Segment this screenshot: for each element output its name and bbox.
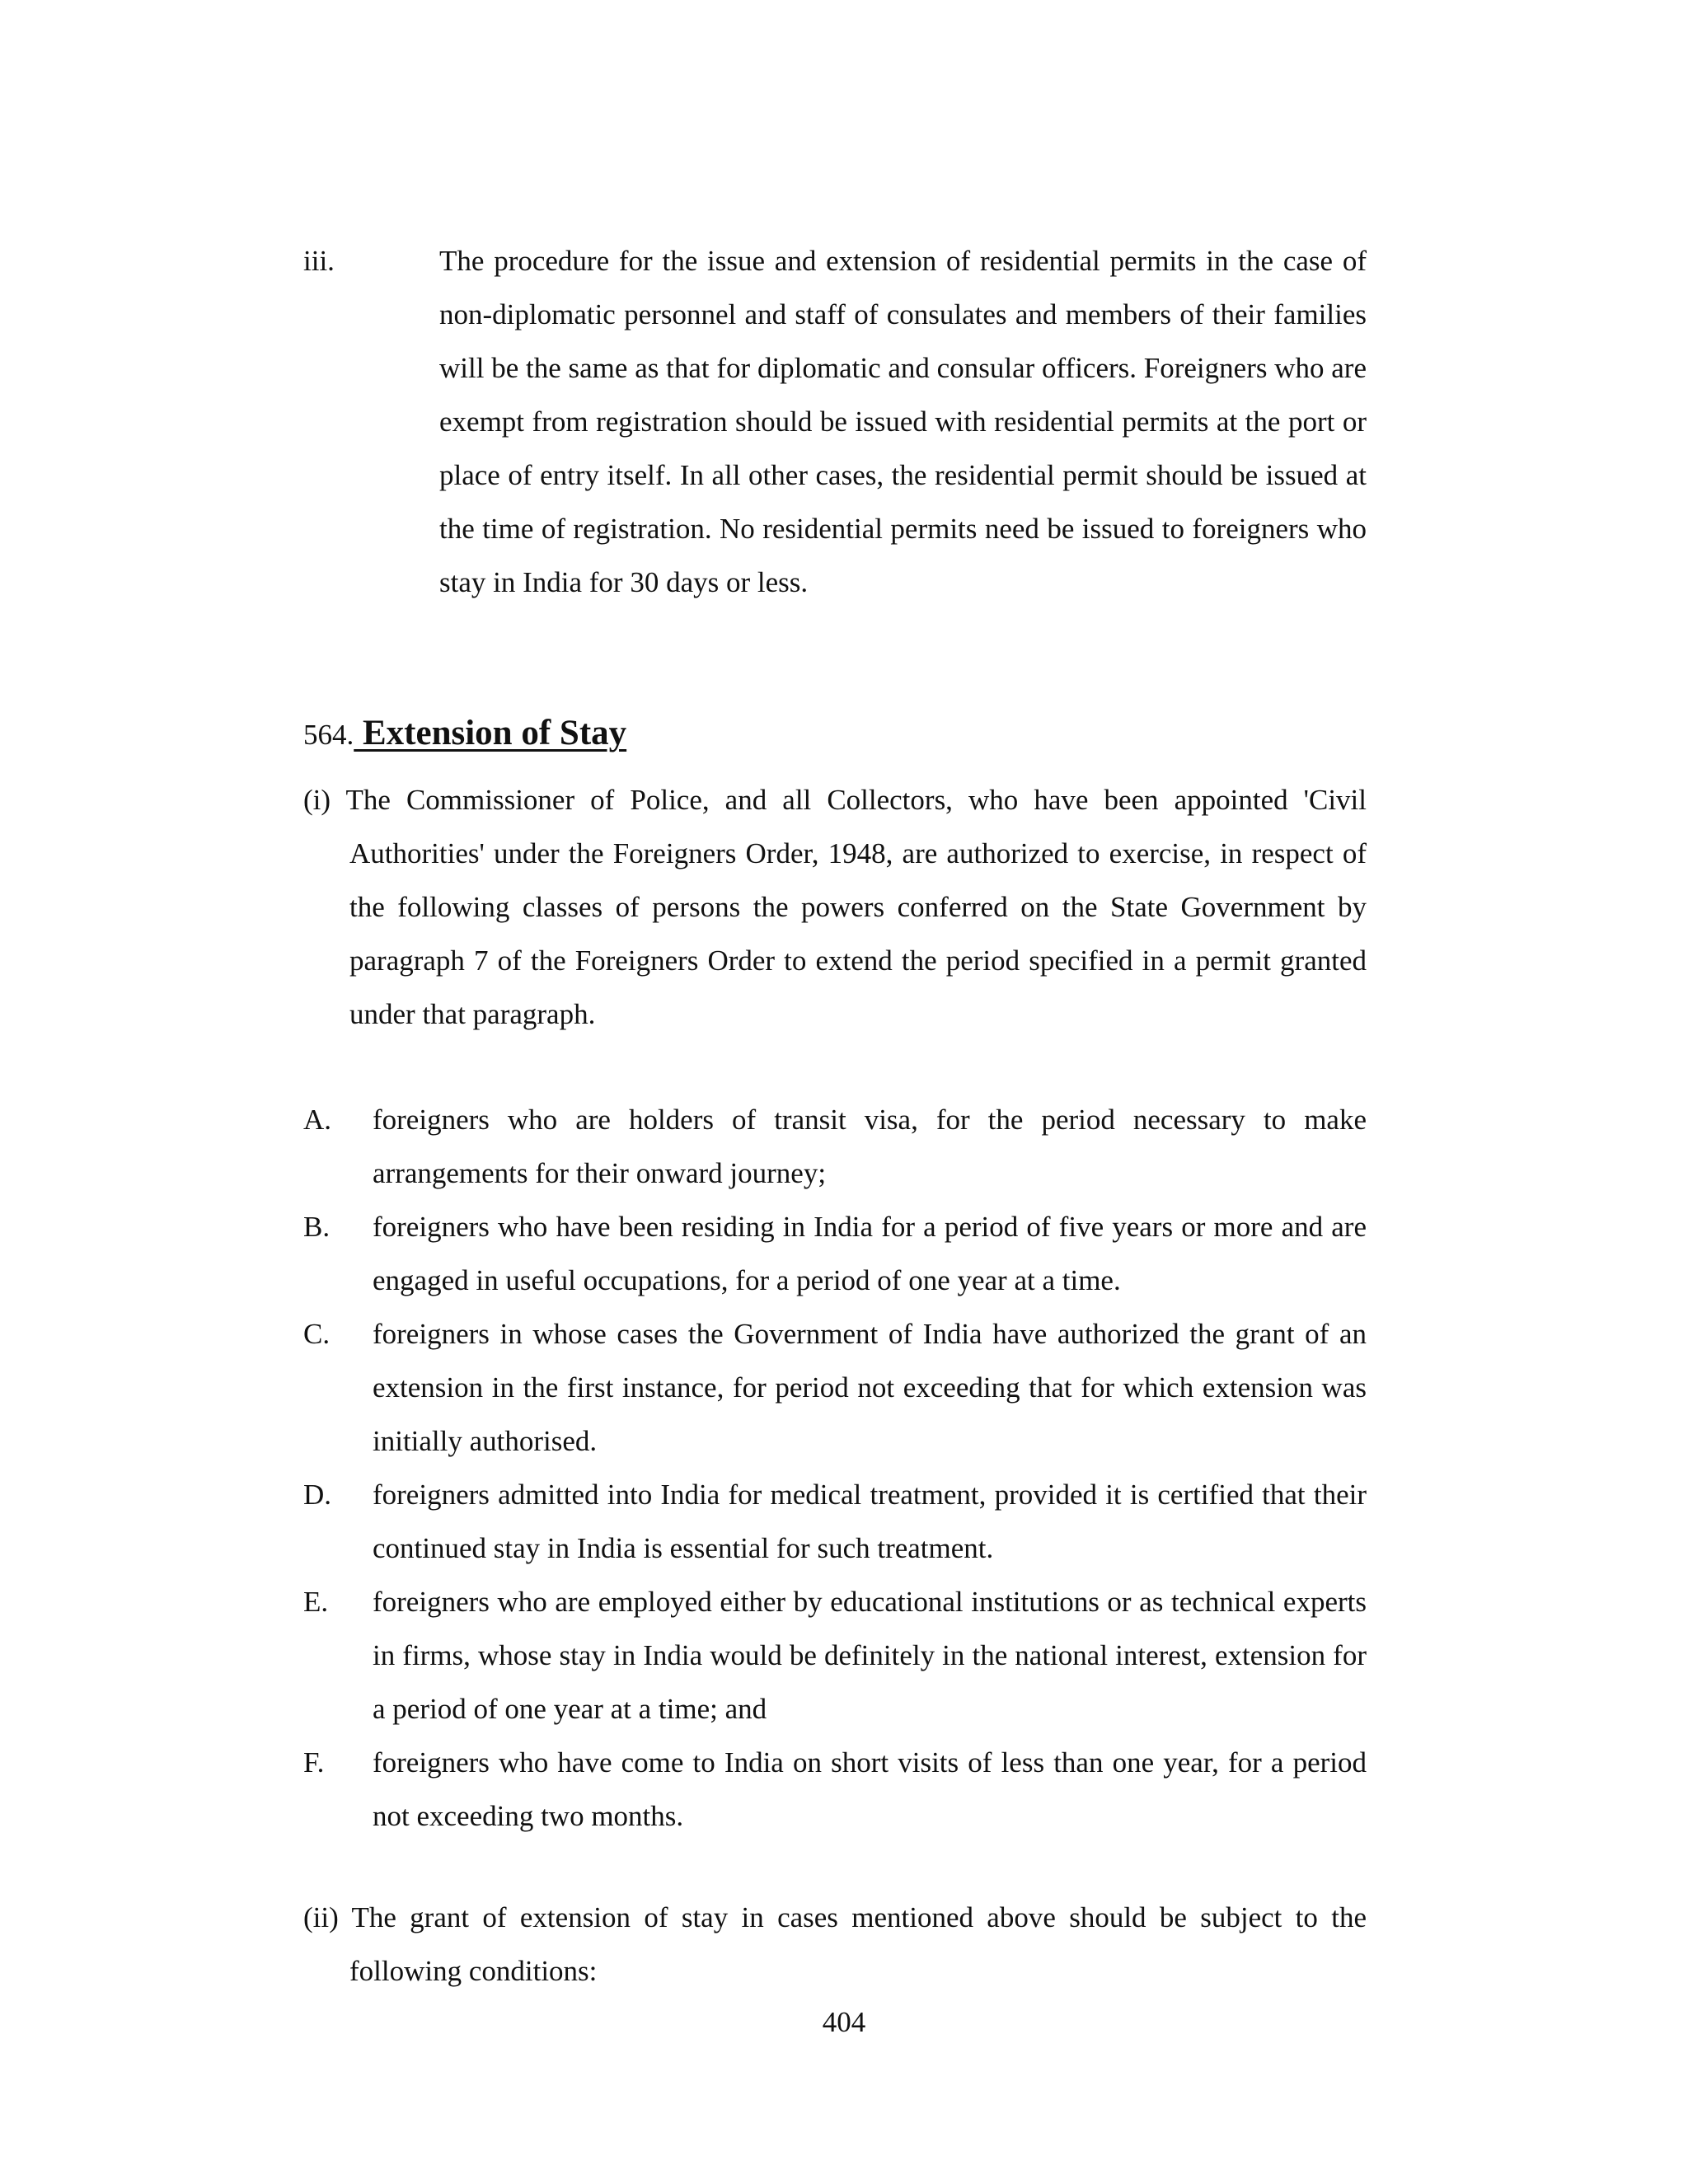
list-marker: D. (303, 1479, 332, 1511)
list-item (303, 1468, 1367, 1575)
list-item-iii (303, 234, 1367, 609)
list-item (303, 1093, 1367, 1200)
list-item-text: foreigners in whose cases the Government of India have authorized the grant of an extension in the first instance, for period not exceeding that for which extension was initially authorised. (373, 1318, 1367, 1457)
section-number: 564. (303, 719, 354, 751)
list-item-text: foreigners who are holders of transit visa, for the period necessary to make arrangements for their onward journey; (373, 1104, 1367, 1189)
list-marker: F. (303, 1746, 325, 1779)
paragraph-ii: (ii) The grant of extension of stay in cases mentioned above should be subject to the following conditions: (303, 1901, 1367, 1987)
list-item-text: foreigners who have been residing in India for a period of five years or more and are engaged in useful occupations, for a period of one year at a time. (373, 1211, 1367, 1296)
section-title: Extension of Stay (363, 714, 627, 752)
list-item (303, 1200, 1367, 1307)
list-item (303, 1575, 1367, 1736)
list-item (303, 1736, 1367, 1843)
list-marker: E. (303, 1586, 329, 1618)
list-item-text: The procedure for the issue and extension of residential permits in the case of non-diplomatic personnel and staff of consulates and members of their families will be the same as that for diplomatic and consular officers. Foreigners who are exempt from registration should be issued with residential permits at the port or place of entry itself. In all other cases, the residential permit should be issued at the time of registration. No residential permits need be issued to foreigners who stay in India for 30 days or less. (439, 245, 1367, 598)
list-item-text: foreigners admitted into India for medical treatment, provided it is certified that their continued stay in India is essential for such treatment. (373, 1479, 1367, 1564)
list-item-text: foreigners who are employed either by educational institutions or as technical experts in firms, whose stay in India would be definitely in the national interest, extension for a period of one year at a time; and (373, 1586, 1367, 1725)
page-number: 404 (822, 2006, 866, 2038)
lettered-list (303, 1093, 1367, 1843)
list-marker: B. (303, 1211, 331, 1243)
list-marker: iii. (303, 245, 335, 277)
list-item (303, 1307, 1367, 1468)
paragraph-i: (i) The Commissioner of Police, and all Collectors, who have been appointed 'Civil Authorities' under the Foreigners Order, 1948, are authorized to exercise, in respect of the following classes of persons the powers conferred on the State Government by paragraph 7 of the Foreigners Order to extend the period specified in a permit granted under that paragraph. (303, 784, 1367, 1030)
list-marker: C. (303, 1318, 331, 1350)
section-heading (303, 709, 626, 760)
list-marker: A. (303, 1104, 332, 1136)
list-item-text: foreigners who have come to India on short visits of less than one year, for a period not exceeding two months. (373, 1746, 1367, 1832)
